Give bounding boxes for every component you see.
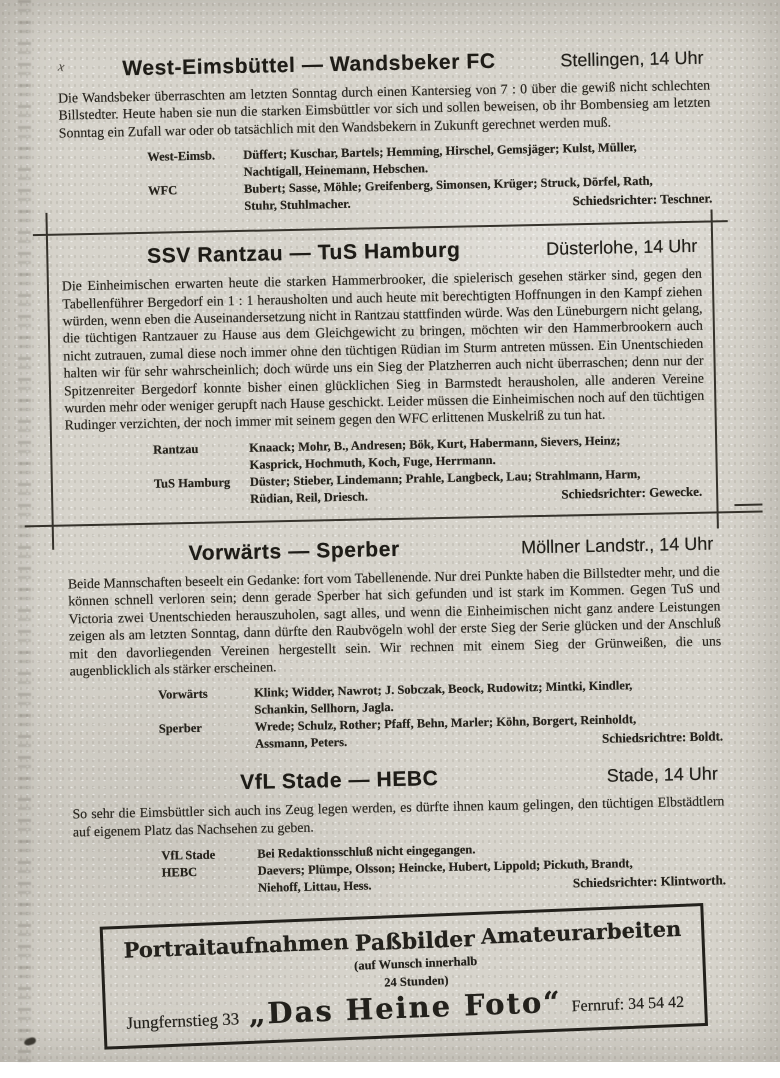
advert-address: Jungfernstieg 33 xyxy=(126,1009,240,1033)
referee-line: Schiedsrichter: Klintworth. xyxy=(572,872,727,891)
referee-line: Schiedsrichter: Gewecke. xyxy=(561,483,703,502)
team-label: HEBC xyxy=(161,865,198,880)
match-venue: Düsterlohe, 14 Uhr xyxy=(545,236,698,260)
team-label: TuS Hamburg xyxy=(153,475,231,491)
advert-service: Paßbilder xyxy=(354,926,476,957)
players-list: Wrede; Schulz, Rother; Pfaff, Behn, Marler; Köhn, Borgert, Reinholdt, Assmann, Peters. xyxy=(254,712,637,752)
frame-line-top xyxy=(33,220,728,236)
match-preview: Beide Mannschaften beseelt ein Gedanke: fort vom Tabellenende. Nur drei Punkte haben die Billstedter mehr, und die können schnell verloren sein; denn gerade Sperber hat sich gefunden und ist stark im Kommen. Gegen TuS und Victoria zwei Unentschieden herauszuholen, sagt alles, und wenn die Einheimischen nicht ganz andere Leistungen zeigen als am letzten Sonntag, dann dürfte den Raubvögeln wohl der erste Sieg der Serie glücken und der Anschluß mit den davorliegenden Vereinen hergestellt sein. Wir rechnen mit einem Sieg der Grünweißen, die uns augenblicklich als stärker erscheinen. xyxy=(67,563,722,679)
advert-studio-name: „Das Heine Foto“ xyxy=(248,984,563,1032)
match-title: VfL Stade — HEBC xyxy=(240,767,439,795)
match-header xyxy=(67,531,717,568)
match-preview: Die Wandsbeker überraschten am letzten Sonntag durch einen Kantersieg von 7 : 0 über die gewiß nicht schlechten Billstedter. Heute haben sie nun die starken Eimsbüttler vor sich und sollen beweisen, ob ihr Bombensieg am letzten Sonntag ein Zufall war oder ob tatsächlich mit den Wandsbekern in Zukunft gerechnet werden muß. xyxy=(57,77,711,141)
match-header xyxy=(72,762,722,799)
frame-line-bottom xyxy=(25,510,763,527)
frame-line-left xyxy=(45,213,54,550)
team-label: VfL Stade xyxy=(161,847,216,863)
advert-phone: Fernruf: 34 54 42 xyxy=(571,993,685,1016)
players-list: Daevers; Plümpe, Olsson; Heincke, Hubert, Lippold; Pickuth, Brandt, Niehoff, Littau, Hess. xyxy=(257,856,633,895)
players-list: Bubert; Sasse, Möhle; Greifenberg, Simonsen, Krüger; Struck, Dörfel, Rath, Stuhr, Stuhlmacher. xyxy=(243,173,653,214)
match-title: West-Eimsbüttel — Wandsbeker FC xyxy=(122,49,496,81)
advert-service: Portraitaufnahmen xyxy=(123,929,350,963)
advert-note: (auf Wunsch innerhalb 24 Stunden) xyxy=(353,954,478,990)
match-venue: Stellingen, 14 Uhr xyxy=(560,47,704,71)
match-header xyxy=(57,46,707,83)
advert-service-center xyxy=(348,926,483,993)
match-venue: Stade, 14 Uhr xyxy=(606,763,719,787)
frame-tick-mark xyxy=(734,503,762,506)
photo-studio-advert xyxy=(100,903,708,1050)
team-label: WFC xyxy=(147,183,178,199)
match-title: SSV Rantzau — TuS Hamburg xyxy=(146,238,461,269)
match-section-vfl-stade xyxy=(72,762,727,902)
advert-service: Amateurarbeiten xyxy=(480,916,682,949)
match-header xyxy=(61,234,701,271)
players-list: Bei Redaktionsschluß nicht eingegangen. xyxy=(257,842,476,861)
match-section-vorwaerts xyxy=(67,531,724,757)
team-label: Sperber xyxy=(158,721,203,737)
players-list: Düffert; Kuschar, Bartels; Hemming, Hirschel, Gemsjäger; Kulst, Müller, Nachtigall, Heinemann, Hebschen. xyxy=(243,140,637,180)
referee-line: Schiedsrichter: Teschner. xyxy=(572,190,713,209)
page-content xyxy=(22,29,762,1045)
players-list: Klink; Widder, Nawrot; J. Sobczak, Beock, Rudowitz; Mintki, Kindler, Schankin, Sellhorn, Jagla. xyxy=(253,678,633,718)
match-section-ssv-rantzau xyxy=(61,234,706,512)
highlight-frame xyxy=(46,221,719,527)
pencil-mark: x xyxy=(57,59,66,76)
team-label: West-Eimsb. xyxy=(147,148,216,165)
team-label: Vorwärts xyxy=(157,687,208,703)
match-preview: Die Einheimischen erwarten heute die starken Hammerbrooker, die spielerisch gesehen stärker sind, gegen den Tabellenführer Bergedorf ein 1 : 1 herausholten und auch heute mit berechtigten Hoffnungen in den Kampf ziehen würden, wenn eben die Auseinandersetzung nicht in Rantzau stattfinden würde. Was den Lüneburgern nicht gelang, die tüchtigen Rantzauer zu Hause aus dem Gleichgewicht zu bringen, möchten wir den Hammerbrookern auch nicht zutrauen, zumal diese noch immer ohne den tüchtigen Rüdian im Sturm antreten müssen. Ein Unentschieden halten wir für sehr wahrscheinlich; doch würde uns ein Sieg der Platzherren auch nicht überraschen; denn nur der Spitzenreiter Bergedorf konnte bisher einen glücklichen Sieg in Barmstedt herausholen, alle anderen Vereine wurden mehr oder weniger gerupft nach Hause geschickt. Leider müssen die Einheimischen noch auf den tüchtigen Rudinger verzichten, der noch immer mit seinem gegen den WFC erlittenen Muskelriß zu tun hat. xyxy=(61,265,705,433)
match-section-west-eimsbuettel xyxy=(57,46,713,220)
match-preview: So sehr die Eimsbüttler sich auch ins Zeug legen werden, es dürfte ihnen kaum gelingen, den tüchtigen Elbstädtlern auf eigenem Platz das Nachsehen zu geben. xyxy=(72,793,725,840)
referee-line: Schiedsrichtre: Boldt. xyxy=(601,728,724,747)
players-list: Düster; Stieber, Lindemann; Prahle, Langbeck, Lau; Strahlmann, Harm, Rüdian, Reil, Driesch. xyxy=(249,466,641,506)
team-label: Rantzau xyxy=(153,441,199,457)
match-venue: Möllner Landstr., 14 Uhr xyxy=(520,533,714,558)
players-list: Knaack; Mohr, B., Andresen; Bök, Kurt, Habermann, Sievers, Heinz; Kasprick, Hochmuth, Koch, Fuge, Herrmann. xyxy=(249,433,621,472)
match-title: Vorwärts — Sperber xyxy=(188,537,401,565)
